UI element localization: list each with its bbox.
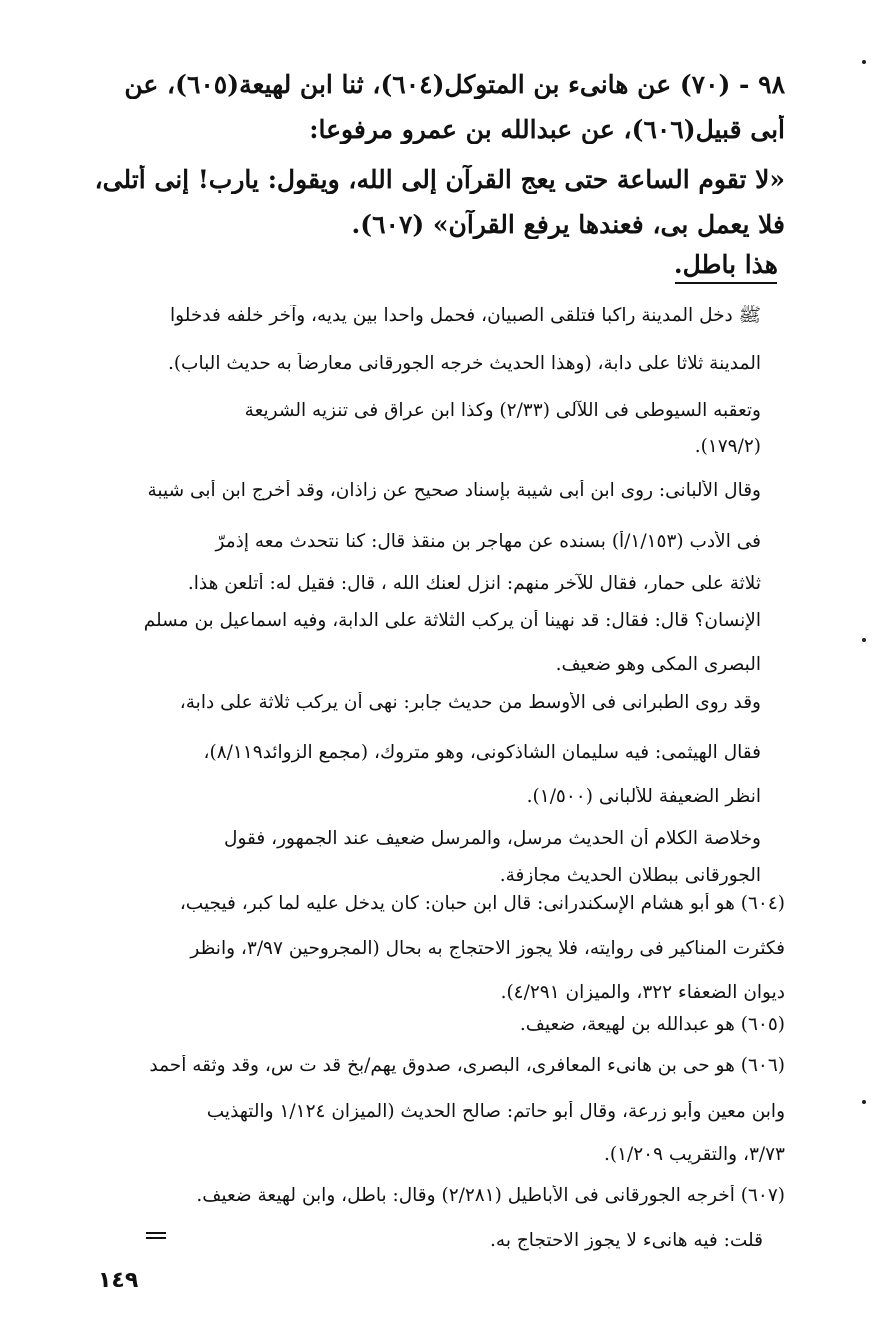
- commentary-line-5: وقال الألبانى: روى ابن أبى شيبة بإسناد صحيح عن زاذان، وقد أخرج ابن أبى شيبة: [147, 480, 761, 501]
- commentary-line-3: وتعقبه السيوطى فى اللآلى (٢/٣٣) وكذا ابن عراق فى تنزيه الشريعة: [244, 400, 761, 421]
- footnote-607-line-2: قلت: فيه هانىء لا يجوز الاحتجاج به.: [490, 1230, 763, 1251]
- scan-speck: [862, 1100, 866, 1104]
- commentary-line-9: البصرى المكى وهو ضعيف.: [555, 654, 761, 675]
- scan-speck: [862, 60, 866, 64]
- footnote-606-line-1: (٦٠٦) هو حى بن هانىء المعافرى، البصرى، صدوق يهم/بخ قد ت س، وقد وثقه أحمد: [149, 1055, 785, 1076]
- hadith-line-1: ٩٨ - (٧٠) عن هانىء بن المتوكل(٦٠٤)، ثنا ابن لهيعة(٦٠٥)، عن: [124, 70, 785, 99]
- commentary-line-11: فقال الهيثمى: فيه سليمان الشاذكونى، وهو متروك، (مجمع الزوائد٨/١١٩)،: [203, 742, 761, 763]
- hadith-line-2: أبى قبيل(٦٠٦)، عن عبدالله بن عمرو مرفوعا:: [309, 115, 785, 144]
- commentary-line-1: ﷺ دخل المدينة راكبا فتلقى الصبيان، فحمل واحدا بين يديه، وآخر خلفه فدخلوا: [170, 305, 761, 326]
- footnote-604-line-1: (٦٠٤) هو أبو هشام الإسكندرانى: قال ابن حبان: كان يدخل عليه لما كبر، فيجيب،: [179, 893, 785, 914]
- footnote-606-line-2: وابن معين وأبو زرعة، وقال أبو حاتم: صالح الحديث (الميزان ١/١٢٤ والتهذيب: [206, 1101, 785, 1122]
- commentary-line-7: ثلاثة على حمار، فقال للآخر منهم: انزل لعنك الله ، قال: فقيل له: أتلعن هذا.: [187, 573, 761, 594]
- footnote-607-line-1: (٦٠٧) أخرجه الجورقانى فى الأباطيل (٢/٢٨١) وقال: باطل، وابن لهيعة ضعيف.: [196, 1185, 785, 1206]
- scan-speck: [862, 638, 866, 642]
- footnote-604-line-2: فكثرت المناكير فى روايته، فلا يجوز الاحتجاج به بحال (المجروحين ٣/٩٧، وانظر: [190, 938, 785, 959]
- commentary-line-13: وخلاصة الكلام أن الحديث مرسل، والمرسل ضعيف عند الجمهور، فقول: [224, 828, 761, 849]
- separator-rule: [675, 282, 777, 284]
- footnote-605: (٦٠٥) هو عبدالله بن لهيعة، ضعيف.: [519, 1014, 785, 1035]
- commentary-line-10: وقد روى الطبرانى فى الأوسط من حديث جابر: نهى أن يركب ثلاثة على دابة،: [179, 692, 761, 713]
- verdict: هذا باطل.: [673, 250, 778, 279]
- commentary-line-14: الجورقانى ببطلان الحديث مجازفة.: [499, 865, 761, 886]
- hadith-line-3: «لا تقوم الساعة حتى يعج القرآن إلى الله، ويقول: يارب! إنى أتلى،: [94, 165, 785, 194]
- footnote-606-line-3: ٣/٧٣، والتقريب ١/٢٠٩).: [603, 1144, 785, 1165]
- equal-mark: [146, 1232, 166, 1242]
- commentary-line-6: فى الأدب (١/١٥٣/أ) بسنده عن مهاجر بن منقذ قال: كنا نتحدث معه إذمرّ: [215, 531, 761, 552]
- commentary-line-2: المدينة ثلاثا على دابة، (وهذا الحديث خرجه الجورقانى معارضاً به حديث الباب).: [167, 353, 761, 374]
- page-number: ١٤٩: [98, 1268, 139, 1293]
- hadith-line-4: فلا يعمل بى، فعندها يرفع القرآن» (٦٠٧).: [351, 210, 785, 239]
- footnote-604-line-3: ديوان الضعفاء ٣٢٢، والميزان ٤/٢٩١).: [500, 982, 785, 1003]
- commentary-line-12: انظر الضعيفة للألبانى (١/٥٠٠).: [526, 786, 761, 807]
- commentary-line-4: (١٧٩/٢).: [694, 436, 761, 457]
- commentary-line-8: الإنسان؟ قال: فقال: قد نهينا أن يركب الثلاثة على الدابة، وفيه اسماعيل بن مسلم: [143, 610, 761, 631]
